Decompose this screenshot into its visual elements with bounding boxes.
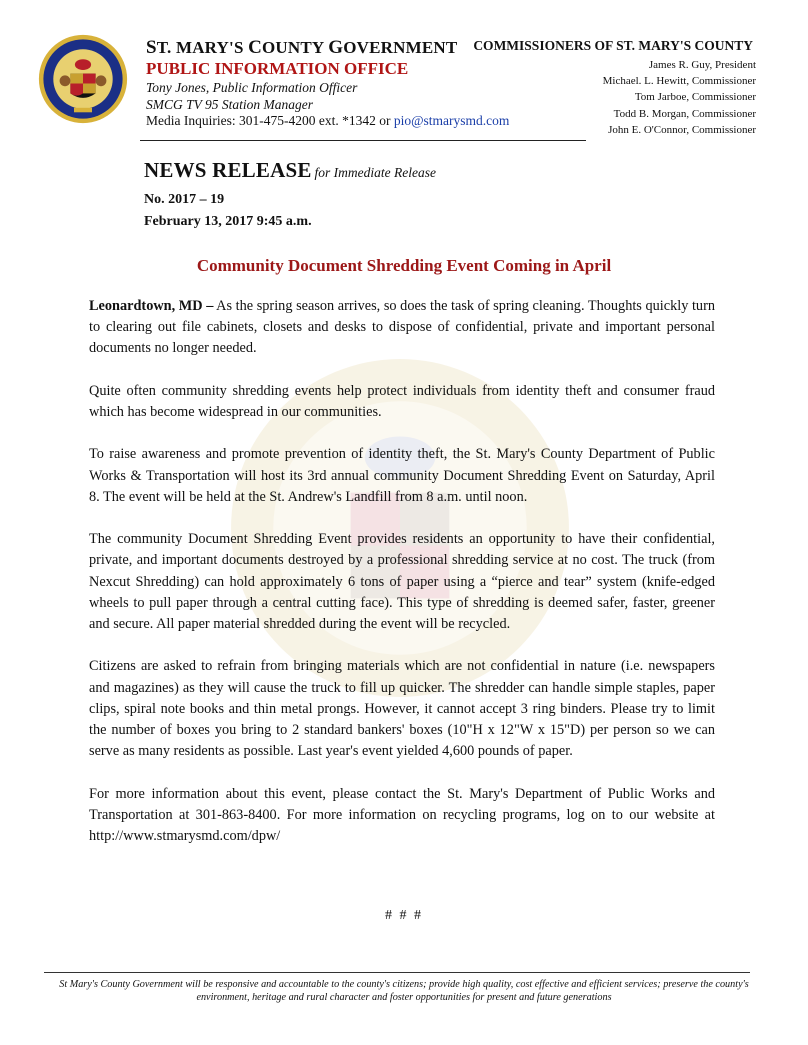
dateline: Leonardtown, MD – xyxy=(89,298,214,314)
media-inquiries: Media Inquiries: 301-475-4200 ext. *1342 or pio@stmarysmd.com xyxy=(146,113,510,128)
commissioner-item: Todd B. Morgan, Commissioner xyxy=(613,107,756,120)
release-body xyxy=(89,296,715,868)
paragraph-5: Citizens are asked to refrain from bringing materials which are not confidential in nature (i.e. newspapers and magazines) as they will cause the truck to fill up quicker. The shredder can handle simple staples, paper clips, spiral note books and thin metal prongs. However, it cannot accept 3 ring binders. Please try to limit the number of boxes you bring to 2 standard bankers' boxes (10"H x 12"W x 15"D) per person so we can serve as many residents as possible. Last year's event yielded 4,600 pounds of paper. xyxy=(89,658,715,760)
headline: Community Document Shredding Event Coming in April xyxy=(196,256,612,275)
commissioner-item: Michael. L. Hewitt, Commissioner xyxy=(602,75,756,88)
commissioners-list xyxy=(603,57,756,138)
paragraph-3: To raise awareness and promote prevention of identity theft, the St. Mary's County Department of Public Works & Transportation will host its 3rd annual community Document Shredding Event on Saturday, April 8. The event will be held at the St. Andrew's Landfill from 8 a.m. until noon. xyxy=(89,446,715,505)
footer-divider xyxy=(44,972,750,973)
office-name: PUBLIC INFORMATION OFFICE xyxy=(146,59,409,78)
news-release-heading: NEWS RELEASE for Immediate Release xyxy=(144,158,437,182)
station-manager-line: SMCG TV 95 Station Manager xyxy=(146,97,314,112)
officer-line: Tony Jones, Public Information Officer xyxy=(146,80,358,95)
commissioner-item: John E. O'Connor, Commissioner xyxy=(608,123,756,136)
paragraph-6: For more information about this event, please contact the St. Mary's Department of Public Works and Transportation at 301-863-8400. For more information on recycling programs, log on to our website at http://www.stmarysmd.com/dpw/ xyxy=(89,785,715,844)
header-divider xyxy=(140,140,586,141)
commissioners-title: COMMISSIONERS OF ST. MARY'S COUNTY xyxy=(473,38,753,53)
mission-statement: St Mary's County Government will be responsive and accountable to the county's citizens; provide high quality, cost effective and efficient services; preserve the county's environment, heritage and rural character and foster opportunities for present and future generations xyxy=(59,979,749,1003)
paragraph-4: The community Document Shredding Event provides residents an opportunity to have their confidential, private, and important documents destroyed by a professional shredding service at no cost. The truck (from Nexcut Shredding) can hold approximately 6 tons of paper using a “pierce and tear” system (knife-edged wheels to pull paper through a central cutting face). This type of shredding is deemed safer, faster, greener and secure. All paper material shredded during the event will be recycled. xyxy=(89,531,715,632)
paragraph-2: Quite often community shredding events help protect individuals from identity theft and consumer fraud which has become widespread in our communities. xyxy=(89,382,715,420)
email-link[interactable]: pio@stmarysmd.com xyxy=(393,113,510,128)
paragraph-1: Leonardtown, MD – As the spring season arrives, so does the task of spring cleaning. Thoughts quickly turn to clearing out file cabinets, closets and desks to dispose of confidential, private and important personal documents no longer needed. xyxy=(89,298,715,357)
government-name: ST. MARY'S COUNTY GOVERNMENT xyxy=(146,37,458,58)
commissioner-item: James R. Guy, President xyxy=(648,59,756,71)
release-date: February 13, 2017 9:45 a.m. xyxy=(144,214,312,229)
end-mark: # # # xyxy=(385,908,423,923)
release-number: No. 2017 – 19 xyxy=(144,192,225,207)
commissioner-item: Tom Jarboe, Commissioner xyxy=(634,91,756,104)
county-seal-icon xyxy=(38,34,128,124)
